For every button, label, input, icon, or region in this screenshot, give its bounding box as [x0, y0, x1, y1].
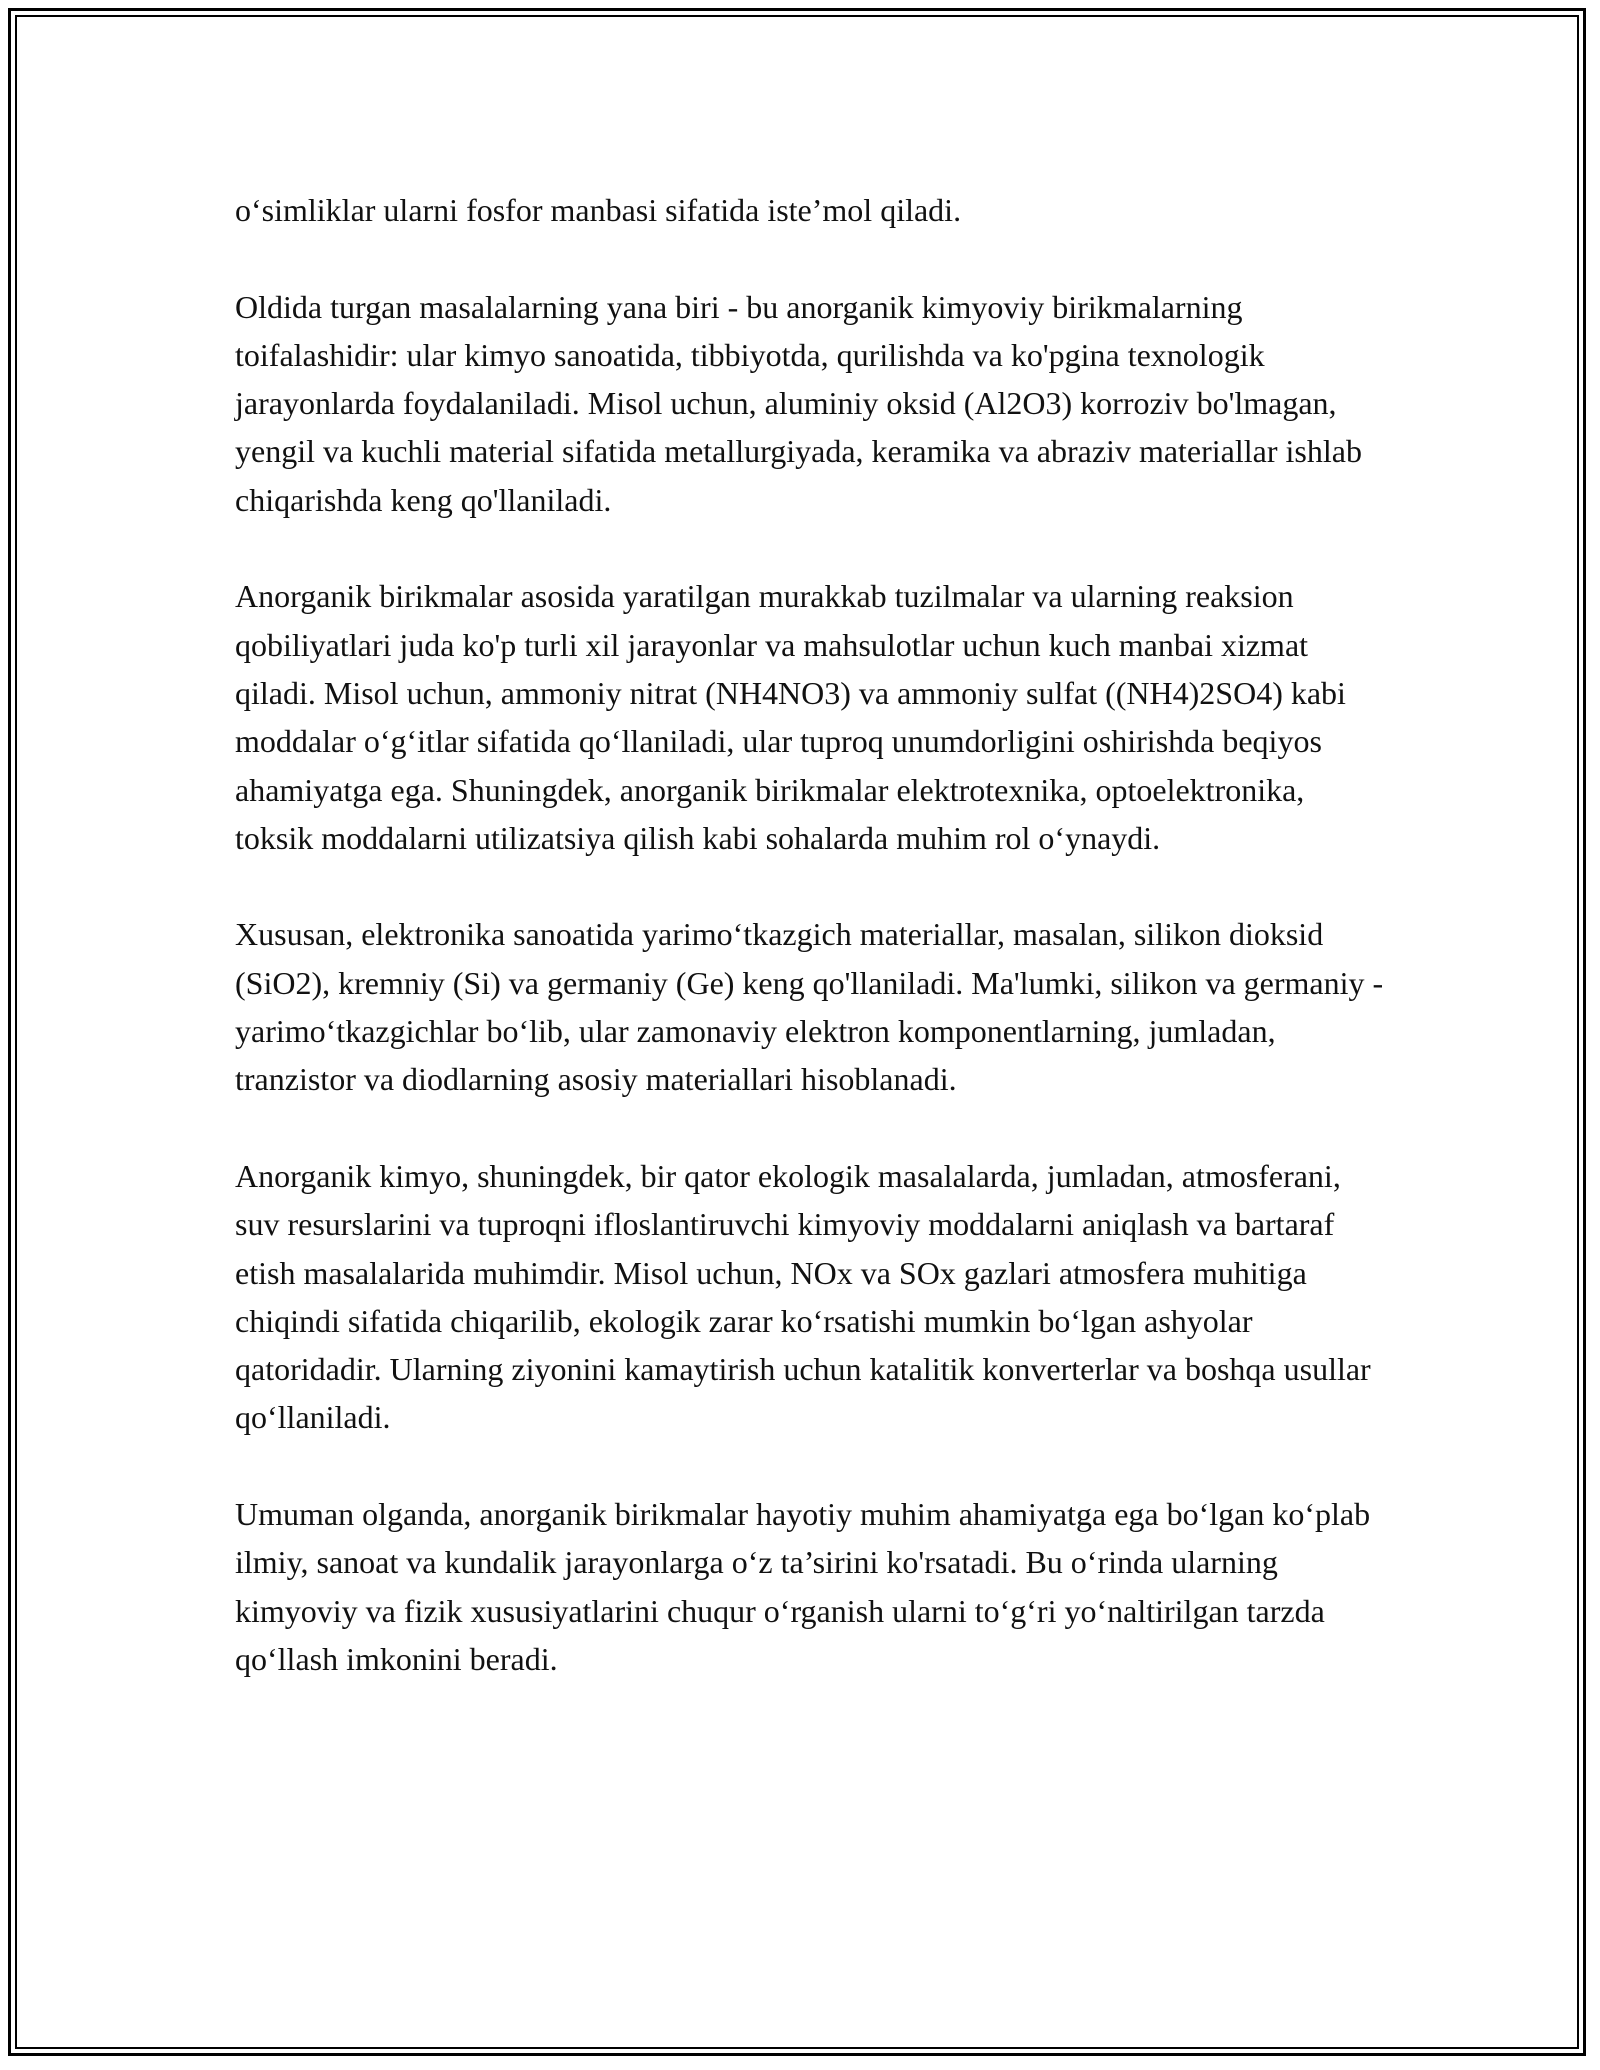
paragraph: Anorganik birikmalar asosida yaratilgan murakkab tuzilmalar va ularning reaksion qobiliyatlari juda ko'p turli xil jarayonlar va mahsulotlar uchun kuch manbai xizmat qiladi. Misol uchun, ammoniy nitrat (NH4NO3) va ammoniy sulfat ((NH4)2SO4) kabi moddalar o‘g‘itlar sifatida qo‘llaniladi, ular tuproq unumdorligini oshirishda beqiyos ahamiyatga ega. Shuningdek, anorganik birikmalar elektrotexnika, optoelektronika, toksik moddalarni utilizatsiya qilish kabi sohalarda muhim rol o‘ynaydi. — [235, 578, 1346, 856]
paragraph: Oldida turgan masalalarning yana biri - bu anorganik kimyoviy birikmalarning toifalashidir: ular kimyo sanoatida, tibbiyotda, qurilishda va ko'pgina texnologik jarayonlarda foydalaniladi. Misol uchun, aluminiy oksid (Al2O3) korroziv bo'lmagan, yengil va kuchli material sifatida metallurgiyada, keramika va abraziv materiallar ishlab chiqarishda keng qo'llaniladi. — [235, 288, 1362, 518]
paragraph: Xususan, elektronika sanoatida yarimo‘tkazgich materiallar, masalan, silikon dioksid (SiO2), kremniy (Si) va germaniy (Ge) keng qo'llaniladi. Ma'lumki, silikon va germaniy - yarimo‘tkazgichlar bo‘lib, ular zamonaviy elektron komponentlarning, jumladan, tranzistor va diodlarning asosiy materiallari hisoblanadi. — [235, 916, 1384, 1098]
paragraph: o‘simliklar ularni fosfor manbasi sifatida iste’mol qiladi. — [235, 192, 962, 228]
document-body — [235, 186, 1385, 1683]
paragraph: Anorganik kimyo, shuningdek, bir qator ekologik masalalarda, jumladan, atmosferani, suv resurslarini va tuproqni ifloslantiruvchi kimyoviy moddalarni aniqlash va bartaraf etish masalalarida muhimdir. Misol uchun, NOx va SOx gazlari atmosfera muhitiga chiqindi sifatida chiqarilib, ekologik zarar ko‘rsatishi mumkin bo‘lgan ashyolar qatoridadir. Ularning ziyonini kamaytirish uchun katalitik konverterlar va boshqa usullar qo‘llaniladi. — [235, 1157, 1371, 1436]
paragraph: Umuman olganda, anorganik birikmalar hayotiy muhim ahamiyatga ega bo‘lgan ko‘plab ilmiy, sanoat va kundalik jarayonlarga o‘z ta’sirini ko'rsatadi. Bu o‘rinda ularning kimyoviy va fizik xususiyatlarini chuqur o‘rganish ularni to‘g‘ri yo‘naltirilgan tarzda qo‘llash imkonini beradi. — [235, 1496, 1371, 1677]
